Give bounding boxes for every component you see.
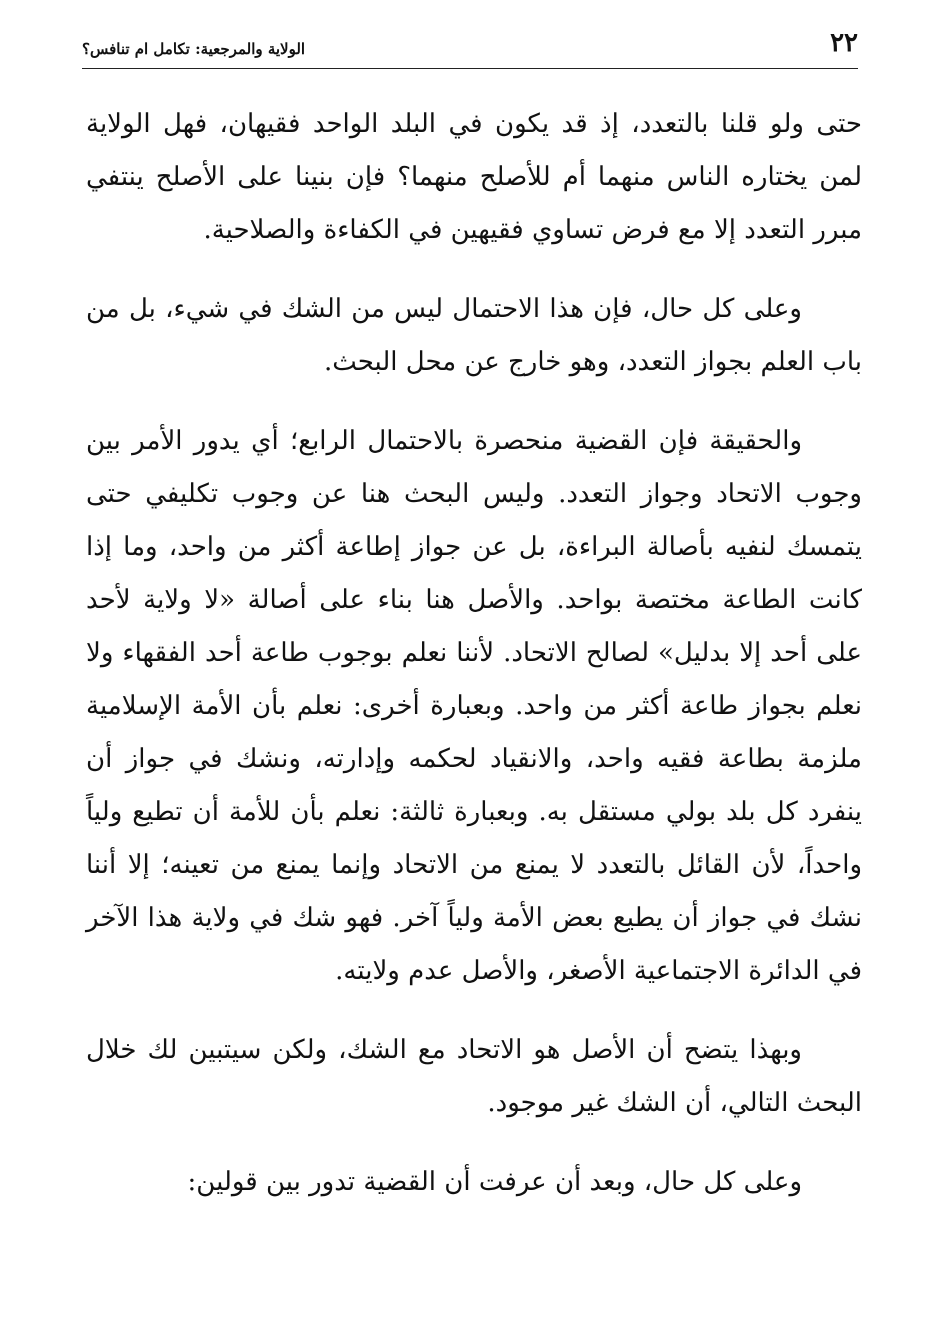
paragraph-1: حتى ولو قلنا بالتعدد، إذ قد يكون في البلد الواحد فقيهان، فهل الولاية لمن يختاره الناس منهما أم للأصلح منهما؟ فإن بنينا على الأصلح ينتفي مبرر التعدد إلا مع فرض تساوي فقيهين في الكفاءة والصلاحية. (86, 109, 862, 245)
paragraph-4: وبهذا يتضح أن الأصل هو الاتحاد مع الشك، ولكن سيتبين لك خلال البحث التالي، أن الشك غير موجود. (86, 1035, 862, 1118)
running-title: الولاية والمرجعية: تكامل ام تنافس؟ (82, 40, 306, 58)
page-body (86, 98, 862, 1235)
paragraph-5: وعلى كل حال، وبعد أن عرفت أن القضية تدور بين قولين: (187, 1167, 802, 1197)
page-number: ٢٢ (830, 28, 858, 58)
header-divider (82, 68, 858, 69)
paragraph-2: وعلى كل حال، فإن هذا الاحتمال ليس من الشك في شيء، بل من باب العلم بجواز التعدد، وهو خارج عن محل البحث. (86, 294, 862, 377)
paragraph-3: والحقيقة فإن القضية منحصرة بالاحتمال الرابع؛ أي يدور الأمر بين وجوب الاتحاد وجواز التعدد. وليس البحث هنا عن وجوب تكليفي حتى يتمسك لنفيه بأصالة البراءة، بل عن جواز إطاعة أكثر من واحد، وما إذا كانت الطاعة مختصة بواحد. والأصل هنا بناء على أصالة «لا ولاية لأحد على أحد إلا بدليل» لصالح الاتحاد. لأننا نعلم بوجوب طاعة أحد الفقهاء ولا نعلم بجواز طاعة أكثر من واحد. وبعبارة أخرى: نعلم بأن الأمة الإسلامية ملزمة بطاعة فقيه واحد، والانقياد لحكمه وإدارته، ونشك في جواز أن ينفرد كل بلد بولي مستقل به. وبعبارة ثالثة: نعلم بأن للأمة أن تطيع ولياً واحداً، لأن القائل بالتعدد لا يمنع من الاتحاد وإنما يمنع من تعينه؛ إلا أننا نشك في جواز أن يطيع بعض الأمة ولياً آخر. فهو شك في ولاية هذا الآخر في الدائرة الاجتماعية الأصغر، والأصل عدم ولايته. (86, 426, 862, 986)
running-header (82, 24, 858, 68)
